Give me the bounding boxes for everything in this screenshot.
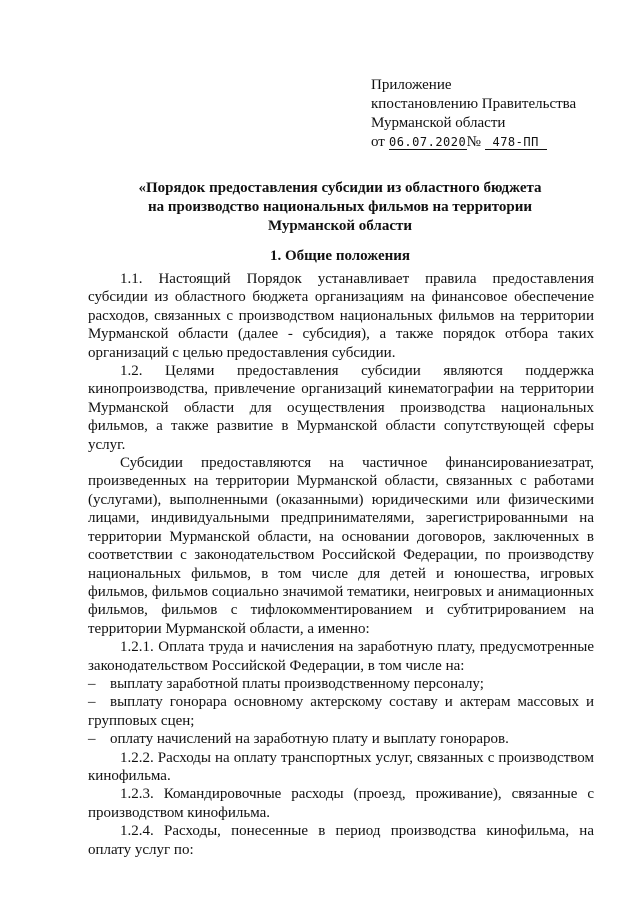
title-line-2: на производство национальных фильмов на территории [147, 199, 533, 215]
paragraph-1-2-1: 1.2.1. Оплата труда и начисления на заработную плату, предусмотренные законодательством Российской Федерации, в том числе на: [88, 639, 594, 674]
paragraph-1-2: 1.2. Целями предоставления субсидии являются поддержка кинопроизводства, привлечение организаций кинематографии на территории Мурманской области для осуществления производства национальных фильмов, а также развитие в Мурманской области сопутствующей сферы услуг. [88, 363, 594, 453]
date-prefix: от [371, 134, 385, 150]
dash-item-text: оплату начислений на заработную плату и выплату гонораров. [110, 731, 509, 748]
dash-icon: – [88, 731, 96, 748]
date-stamp: 06.07.2020 [388, 135, 467, 149]
number-sign: № [466, 134, 481, 150]
document-title [60, 179, 620, 236]
appendix-block [371, 76, 576, 152]
title-line-3: Мурманской области [267, 218, 413, 234]
paragraph-1-2-3: 1.2.3. Командировочные расходы (проезд, проживание), связанные с производством кинофильма. [88, 786, 594, 821]
dash-icon: – [88, 675, 96, 692]
dash-item-text: выплату заработной платы производственному персоналу; [110, 675, 484, 692]
appendix-line-2: кпостановлению Правительства [371, 96, 577, 112]
paragraph-subsidies: Субсидии предоставляются на частичное финансированиезатрат, произведенных на территории Мурманской области, связанных с работами (услугами), выполненными (оказанными) юридическими или физическими лицами, индивидуальными предпринимателями, зарегистрированными на территории Мурманской области, на основании договоров, заключенных в соответствии с законодательством Российской Федерации, по производству национальных фильмов, в том числе для детей и юношества, игровых фильмов, фильмов социально значимой тематики, неигровых и анимационных фильмов, фильмов с тифлокомментированием и субтитрированием на территории Мурманской области, а именно: [88, 455, 594, 637]
dash-item-2 [88, 693, 594, 730]
dash-item-3 [88, 730, 594, 748]
section-heading: 1. Общие положения [269, 248, 411, 264]
dash-item-1 [88, 675, 594, 693]
dash-item-text: выплату гонорара основному актерскому составу и актерам массовых и групповых сцен; [88, 694, 594, 729]
body-text [88, 270, 594, 859]
appendix-line-1: Приложение [371, 77, 452, 93]
number-stamp: 478-ПП [485, 136, 547, 150]
paragraph-1-2-4: 1.2.4. Расходы, понесенные в период производства кинофильма, на оплату услуг по: [88, 823, 594, 858]
dash-icon: – [88, 694, 96, 711]
title-line-1: «Порядок предоставления субсидии из областного бюджета [138, 180, 542, 196]
appendix-date-line [371, 133, 576, 152]
paragraph-1-2-2: 1.2.2. Расходы на оплату транспортных услуг, связанных с производством кинофильма. [88, 749, 594, 784]
appendix-line-3: Мурманской области [371, 115, 506, 131]
paragraph-1-1: 1.1. Настоящий Порядок устанавливает правила предоставления субсидии из областного бюджета организациям на финансовое обеспечение расходов, связанных с производством национальных фильмов на территории Мурманской области (далее - субсидия), а также порядок отбора таких организаций с целью предоставления субсидии. [88, 271, 594, 361]
